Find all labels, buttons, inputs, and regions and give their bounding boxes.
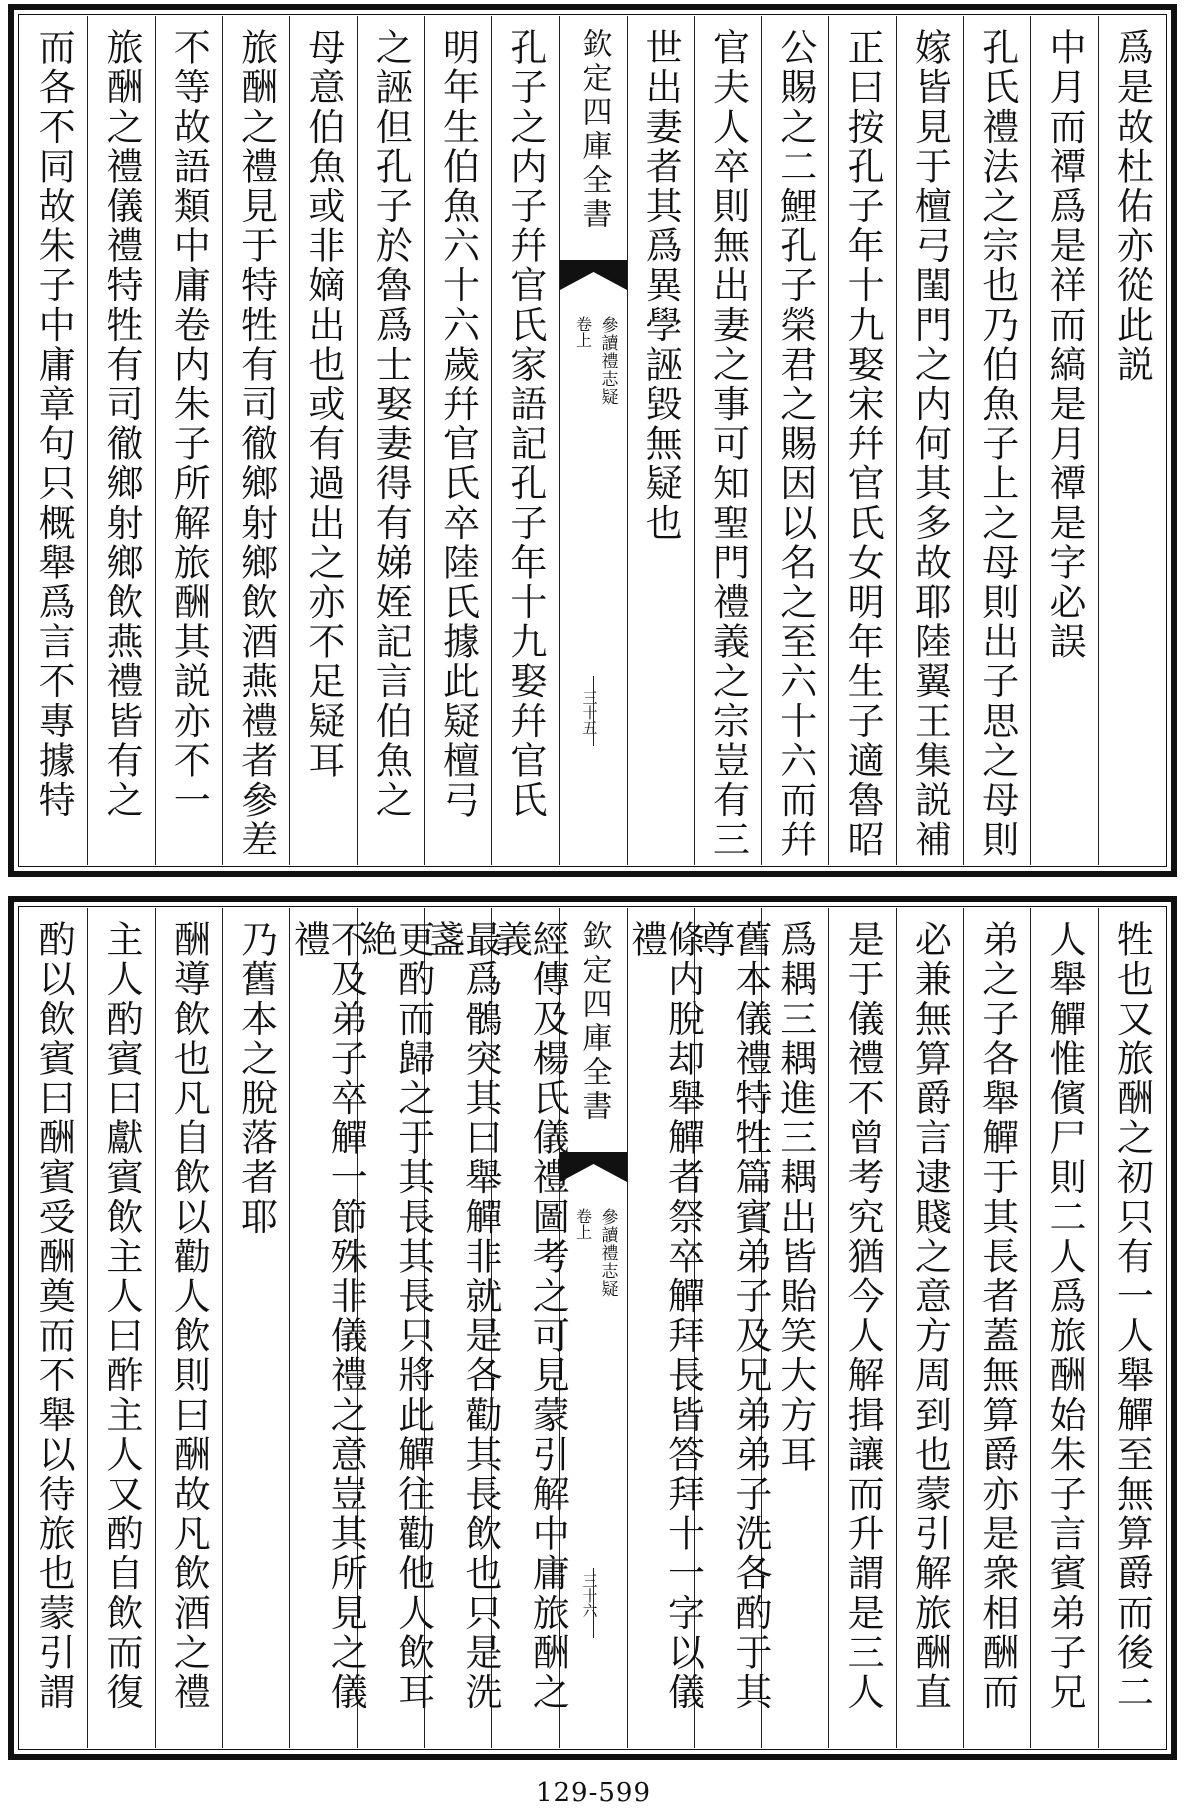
- column-text: 孔氏禮法之宗也乃伯魚子上之母則出子思之母則: [975, 28, 1019, 860]
- column-text: 母意伯魚或非嫡出也或有過出之亦不足疑耳: [301, 28, 345, 781]
- center-subtitle: 參讀禮志疑: [597, 316, 618, 406]
- column-text: 旅酬之禮見于特牲有司徹鄉射鄉飲酒燕禮者參差: [234, 28, 278, 860]
- column-text: 官夫人卒則無出妻之事可知聖門禮義之宗豈有三: [706, 28, 750, 860]
- text-column: [828, 908, 895, 1748]
- text-column: [155, 16, 222, 865]
- text-column: [627, 16, 694, 865]
- text-column: [963, 16, 1030, 865]
- center-title: 欽定四庫全書: [576, 920, 612, 1124]
- column-text: 牲也又旅酬之初只有一人舉觶至無算爵而後二: [1110, 920, 1154, 1712]
- text-column: [1098, 908, 1165, 1748]
- column-text: 條内脫却舉觶者祭卒觶拜長皆答拜十一字以儀禮: [624, 920, 705, 1712]
- text-column: [624, 908, 705, 1748]
- column-text: 酬導飲也凡自飲以勸人飲則曰酬故凡飲酒之禮: [167, 920, 211, 1712]
- column-text: 而各不同故朱子中庸章句只概舉爲言不專據特: [32, 28, 76, 820]
- text-column: [357, 16, 424, 865]
- text-column: [289, 16, 356, 865]
- column-text: 之誣但孔子於魯爲士娶妻得有娣姪記言伯魚之: [369, 28, 413, 820]
- text-column: [828, 16, 895, 865]
- page-top: [8, 4, 1177, 877]
- text-column: [1030, 908, 1097, 1748]
- column-text: 正曰按孔子年十九娶宋幷官氏女明年生子適魯昭: [841, 28, 885, 860]
- column-text: 酌以飲賓曰酬賓受酬奠而不舉以待旅也蒙引謂: [32, 920, 76, 1712]
- text-column: [155, 908, 222, 1748]
- text-column: [222, 908, 289, 1748]
- page-number: 129-599: [535, 1778, 652, 1808]
- column-text: 經傳及楊氏儀禮圖考之可見蒙引解中庸旅酬之義: [489, 920, 570, 1712]
- text-column: [896, 908, 963, 1748]
- column-text: 不等故語類中庸卷内朱子所解旅酬其説亦不一: [167, 28, 211, 820]
- text-column: [20, 16, 87, 865]
- center-subtitle: 參讀禮志疑: [597, 1208, 618, 1298]
- text-column: [694, 16, 761, 865]
- column-text: 舊本儀禮特牲篇賓弟子及兄弟弟子洗各酌于其尊: [691, 920, 772, 1712]
- column-text: 嫁皆見于檀弓閨門之内何其多故耶陸翼王集説補: [908, 28, 952, 860]
- column-text: 爲是故杜佑亦從此説: [1110, 28, 1154, 385]
- text-column: [87, 16, 154, 865]
- column-text: 世出妻者其爲異學誣毀無疑也: [639, 28, 683, 543]
- column-text: 孔子之内子幷官氏家語記孔子年十九娶幷官氏: [503, 28, 547, 820]
- column-text: 爲耦三耦進三耦出皆貽笑大方耳: [773, 920, 817, 1475]
- column-text: 弟之子各舉觶于其長者蓋無算爵亦是衆相酬而: [975, 920, 1019, 1712]
- column-text: 旅酬之禮儀禮特牲有司徹鄉射鄉飲燕禮皆有之: [99, 28, 143, 820]
- column-grid: [20, 16, 1165, 865]
- column-text: 是于儀禮不曾考究猶今人解揖讓而升謂是三人: [841, 920, 885, 1712]
- text-column: [87, 908, 154, 1748]
- text-column: [896, 16, 963, 865]
- column-grid: [20, 908, 1165, 1748]
- text-column: [222, 16, 289, 865]
- text-column: [761, 16, 828, 865]
- column-text: 不及弟子卒觶一節殊非儀禮之意豈其所見之儀禮: [287, 920, 368, 1712]
- text-column: [424, 16, 491, 865]
- center-fold: [559, 16, 627, 865]
- column-text: 乃舊本之脫落者耶: [234, 920, 278, 1237]
- text-column: [491, 16, 558, 865]
- column-text: 明年生伯魚六十六歲幷官氏卒陸氏據此疑檀弓: [436, 28, 480, 820]
- page-bottom: [8, 896, 1177, 1760]
- center-volume: 卷上: [573, 1208, 593, 1240]
- center-folio: 三十六: [580, 1573, 599, 1618]
- text-column: [1030, 16, 1097, 865]
- center-folio: 三十五: [580, 690, 599, 735]
- text-column: [1098, 16, 1165, 865]
- text-column: [287, 908, 368, 1748]
- text-column: [20, 908, 87, 1748]
- column-text: 最爲鶻突其曰舉觶非就是各勸其長飲也只是洗盞: [421, 920, 502, 1712]
- column-text: 更酌而歸之于其長其長只將此觶往勸他人飲耳絶: [354, 920, 435, 1712]
- text-column: [963, 908, 1030, 1748]
- center-title: 欽定四庫全書: [576, 28, 612, 232]
- fishtail-ornament-icon: [560, 1152, 627, 1182]
- column-text: 人舉觶惟儐尸則二人爲旅酬始朱子言賓弟子兄: [1043, 920, 1087, 1712]
- center-volume: 卷上: [573, 316, 593, 348]
- column-text: 必兼無算爵言逮賤之意方周到也蒙引解旅酬直: [908, 920, 952, 1712]
- fishtail-ornament-icon: [560, 260, 627, 290]
- column-text: 公賜之二鯉孔子榮君之賜因以名之至六十六而幷: [773, 28, 817, 860]
- column-text: 主人酌賓曰獻賓飲主人曰酢主人又酌自飲而復: [99, 920, 143, 1712]
- column-text: 中月而禫爲是祥而縞是月禫是字必誤: [1043, 28, 1087, 662]
